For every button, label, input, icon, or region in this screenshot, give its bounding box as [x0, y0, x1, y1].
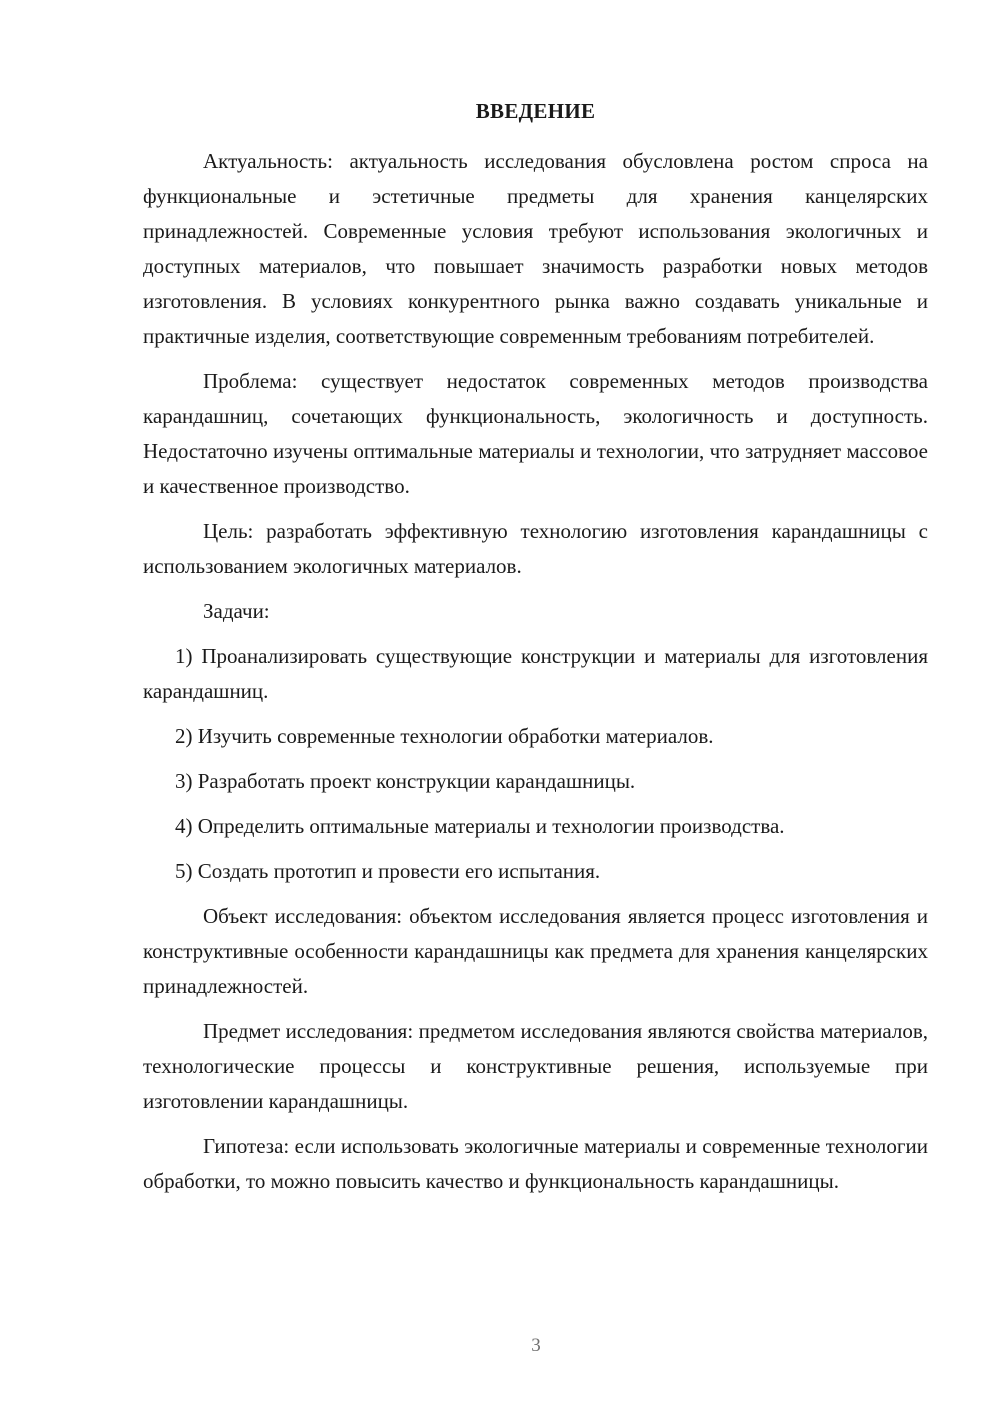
subject-paragraph: Предмет исследования: предметом исследования являются свойства материалов, технологические процессы и конструктивные решения, используемые при изготовлении карандашницы.	[143, 1019, 928, 1113]
goal-paragraph: Цель: разработать эффективную технологию изготовления карандашницы с использованием экологичных материалов.	[143, 519, 928, 578]
problem-paragraph: Проблема: существует недостаток современных методов производства карандашниц, сочетающих функциональность, экологичность и доступность. Недостаточно изучены оптимальные материалы и технологии, что затрудняет массовое и качественное производство.	[143, 369, 928, 498]
hypothesis-paragraph: Гипотеза: если использовать экологичные материалы и современные технологии обработки, то можно повысить качество и функциональность карандашницы.	[143, 1134, 928, 1193]
task-item: 2) Изучить современные технологии обработки материалов.	[175, 724, 714, 748]
page-title: ВВЕДЕНИЕ	[475, 99, 596, 123]
task-item: 4) Определить оптимальные материалы и технологии производства.	[175, 814, 785, 838]
task-item: 5) Создать прототип и провести его испытания.	[175, 859, 601, 883]
task-item: 3) Разработать проект конструкции карандашницы.	[175, 769, 636, 793]
page-number: 3	[531, 1335, 541, 1356]
task-item: 1) Проанализировать существующие конструкции и материалы для изготовления карандашниц.	[143, 644, 928, 703]
tasks-list	[143, 639, 928, 889]
relevance-paragraph: Актуальность: актуальность исследования обусловлена ростом спроса на функциональные и эстетичные предметы для хранения канцелярских принадлежностей. Современные условия требуют использования экологичных и доступных материалов, что повышает значимость разработки новых методов изготовления. В условиях конкурентного рынка важно создавать уникальные и практичные изделия, соответствующие современным требованиям потребителей.	[143, 149, 928, 348]
object-paragraph: Объект исследования: объектом исследования является процесс изготовления и конструктивные особенности карандашницы как предмета для хранения канцелярских принадлежностей.	[143, 904, 928, 998]
tasks-heading: Задачи:	[203, 599, 270, 623]
document-page	[143, 96, 928, 1209]
